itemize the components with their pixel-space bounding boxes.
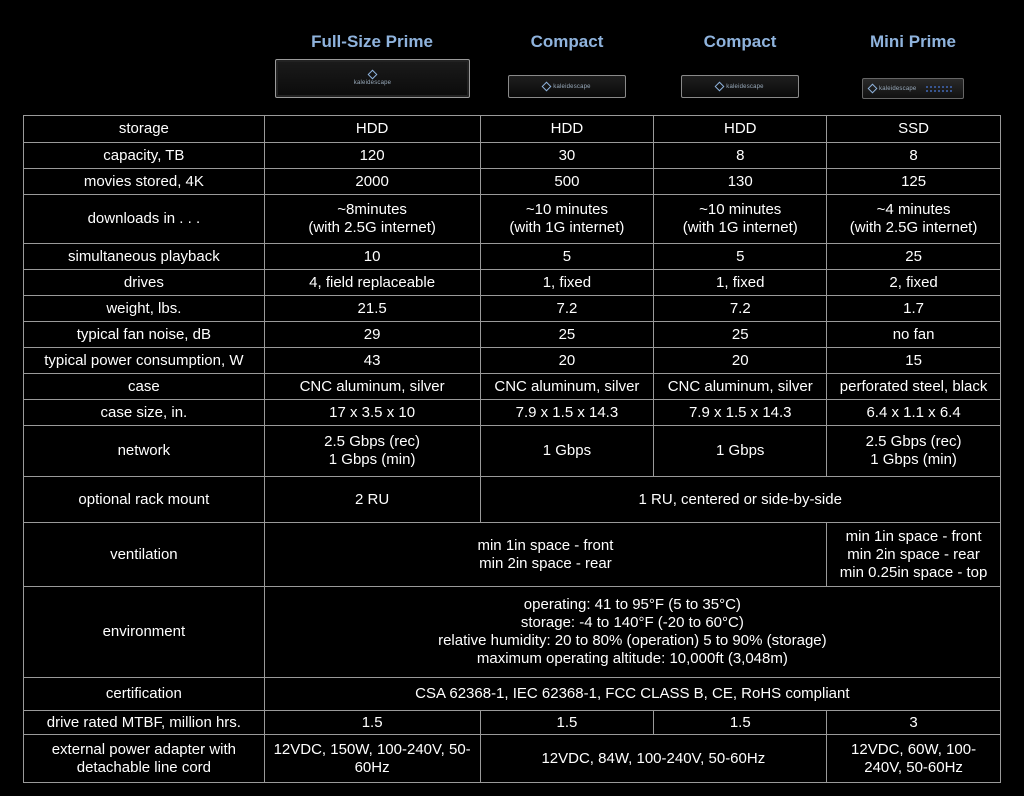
row-label: capacity, TB — [24, 143, 265, 169]
cell-compact-8: 1.5 — [654, 711, 827, 735]
header-compact-8: Compact — [703, 32, 777, 51]
cell-full: 21.5 — [264, 296, 480, 322]
table-row-power-adapter — [24, 735, 1001, 783]
cell-compact-8: HDD — [654, 116, 827, 143]
cell-compact-30: 1, fixed — [480, 270, 654, 296]
cell-mini: 25 — [827, 244, 1001, 270]
row-label: case size, in. — [24, 400, 265, 426]
spec-comparison-table — [23, 115, 1001, 783]
kaleidescape-logo-icon — [715, 82, 725, 92]
cell-compact-30: 25 — [480, 322, 654, 348]
cell-mini: 8 — [827, 143, 1001, 169]
cell-full: HDD — [264, 116, 480, 143]
cell-compact-30: 5 — [480, 244, 654, 270]
table-row-case-size — [24, 400, 1001, 426]
cell-compact-30: CNC aluminum, silver — [480, 374, 654, 400]
table-row-movies-stored — [24, 169, 1001, 195]
table-row-drives — [24, 270, 1001, 296]
cell-full: 2000 — [264, 169, 480, 195]
cell-all-models: CSA 62368-1, IEC 62368-1, FCC CLASS B, CE, RoHS compliant — [264, 678, 1000, 711]
cell-full: 1.5 — [264, 711, 480, 735]
cell-full: 2 RU — [264, 477, 480, 523]
cell-compact-8: 1 Gbps — [654, 426, 827, 477]
row-label: network — [24, 426, 265, 477]
cell-mini: 1.7 — [827, 296, 1001, 322]
row-label: drives — [24, 270, 265, 296]
header-full-size-prime: Full-Size Prime — [311, 32, 433, 51]
row-label: ventilation — [24, 523, 265, 587]
mini-prime-device-image — [862, 78, 964, 99]
device-brand-label: kaleidescape — [553, 83, 591, 90]
compact-8-device-image — [681, 75, 799, 98]
row-label: weight, lbs. — [24, 296, 265, 322]
kaleidescape-logo-icon — [542, 82, 552, 92]
cell-compact-8: ~10 minutes (with 1G internet) — [654, 195, 827, 244]
cell-mini: 12VDC, 60W, 100- 240V, 50-60Hz — [827, 735, 1001, 783]
table-row-downloads — [24, 195, 1001, 244]
row-label: drive rated MTBF, million hrs. — [24, 711, 265, 735]
kaleidescape-logo-icon — [868, 84, 878, 94]
cell-compact-30: 20 — [480, 348, 654, 374]
row-label: movies stored, 4K — [24, 169, 265, 195]
table-row-certification — [24, 678, 1001, 711]
cell-compact-30: 1.5 — [480, 711, 654, 735]
cell-mini: min 1in space - front min 2in space - rear min 0.25in space - top — [827, 523, 1001, 587]
table-row-mtbf — [24, 711, 1001, 735]
row-label: storage — [24, 116, 265, 143]
cell-compact-8: 8 — [654, 143, 827, 169]
cell-all-models: operating: 41 to 95°F (5 to 35°C) storage: -4 to 140°F (-20 to 60°C) relative humidity: 20 to 80% (operation) 5 to 90% (storage) maximum operating altitude: 10,000ft (3,048m) — [264, 587, 1000, 678]
cell-compact-8: 7.2 — [654, 296, 827, 322]
header-mini-prime: Mini Prime — [870, 32, 956, 51]
device-brand-label: kaleidescape — [879, 85, 917, 92]
cell-full: ~8minutes (with 2.5G internet) — [264, 195, 480, 244]
cell-compact-30: HDD — [480, 116, 654, 143]
row-label: downloads in . . . — [24, 195, 265, 244]
cell-compact-30: 7.9 x 1.5 x 14.3 — [480, 400, 654, 426]
cell-mini: ~4 minutes (with 2.5G internet) — [827, 195, 1001, 244]
table-row-power-consumption — [24, 348, 1001, 374]
cell-mini: no fan — [827, 322, 1001, 348]
cell-mini: 15 — [827, 348, 1001, 374]
cell-mini: 6.4 x 1.1 x 6.4 — [827, 400, 1001, 426]
cell-compact-both: 12VDC, 84W, 100-240V, 50-60Hz — [480, 735, 827, 783]
table-row-storage — [24, 116, 1001, 143]
cell-compact-8: 7.9 x 1.5 x 14.3 — [654, 400, 827, 426]
table-row-weight — [24, 296, 1001, 322]
cell-compact-8: 130 — [654, 169, 827, 195]
full-size-prime-device-image — [275, 59, 470, 98]
table-row-case — [24, 374, 1001, 400]
cell-mini: 2.5 Gbps (rec) 1 Gbps (min) — [827, 426, 1001, 477]
cell-compact-30: 1 Gbps — [480, 426, 654, 477]
cell-compact-30: 30 — [480, 143, 654, 169]
vent-grille — [925, 85, 953, 94]
cell-mini: SSD — [827, 116, 1001, 143]
header-compact-30: Compact — [530, 32, 604, 51]
cell-mini: 125 — [827, 169, 1001, 195]
cell-full: 12VDC, 150W, 100-240V, 50- 60Hz — [264, 735, 480, 783]
table-row-capacity — [24, 143, 1001, 169]
row-label: environment — [24, 587, 265, 678]
cell-mini: 2, fixed — [827, 270, 1001, 296]
cell-compact-30: ~10 minutes (with 1G internet) — [480, 195, 654, 244]
compact-30-device-image — [508, 75, 626, 98]
cell-compact-8: CNC aluminum, silver — [654, 374, 827, 400]
cell-compact-and-mini: 1 RU, centered or side-by-side — [480, 477, 1001, 523]
cell-mini: 3 — [827, 711, 1001, 735]
cell-full: 29 — [264, 322, 480, 348]
row-label: typical power consumption, W — [24, 348, 265, 374]
cell-compact-8: 1, fixed — [654, 270, 827, 296]
cell-full: 4, field replaceable — [264, 270, 480, 296]
device-brand-label: kaleidescape — [726, 83, 764, 90]
cell-full: 17 x 3.5 x 10 — [264, 400, 480, 426]
row-label: optional rack mount — [24, 477, 265, 523]
row-label: case — [24, 374, 265, 400]
row-label: external power adapter with detachable line cord — [24, 735, 265, 783]
cell-full: 2.5 Gbps (rec) 1 Gbps (min) — [264, 426, 480, 477]
cell-compact-30: 7.2 — [480, 296, 654, 322]
cell-mini: perforated steel, black — [827, 374, 1001, 400]
row-label: typical fan noise, dB — [24, 322, 265, 348]
cell-compact-8: 5 — [654, 244, 827, 270]
cell-full-and-compact: min 1in space - front min 2in space - rear — [264, 523, 826, 587]
cell-compact-8: 20 — [654, 348, 827, 374]
cell-full: CNC aluminum, silver — [264, 374, 480, 400]
table-row-ventilation — [24, 523, 1001, 587]
kaleidescape-logo-icon — [368, 70, 378, 80]
cell-full: 43 — [264, 348, 480, 374]
table-row-rack-mount — [24, 477, 1001, 523]
table-row-simultaneous-playback — [24, 244, 1001, 270]
table-row-network — [24, 426, 1001, 477]
row-label: simultaneous playback — [24, 244, 265, 270]
device-brand-label: kaleidescape — [353, 80, 392, 86]
cell-full: 10 — [264, 244, 480, 270]
cell-compact-30: 500 — [480, 169, 654, 195]
table-row-fan-noise — [24, 322, 1001, 348]
cell-full: 120 — [264, 143, 480, 169]
row-label: certification — [24, 678, 265, 711]
table-row-environment — [24, 587, 1001, 678]
cell-compact-8: 25 — [654, 322, 827, 348]
